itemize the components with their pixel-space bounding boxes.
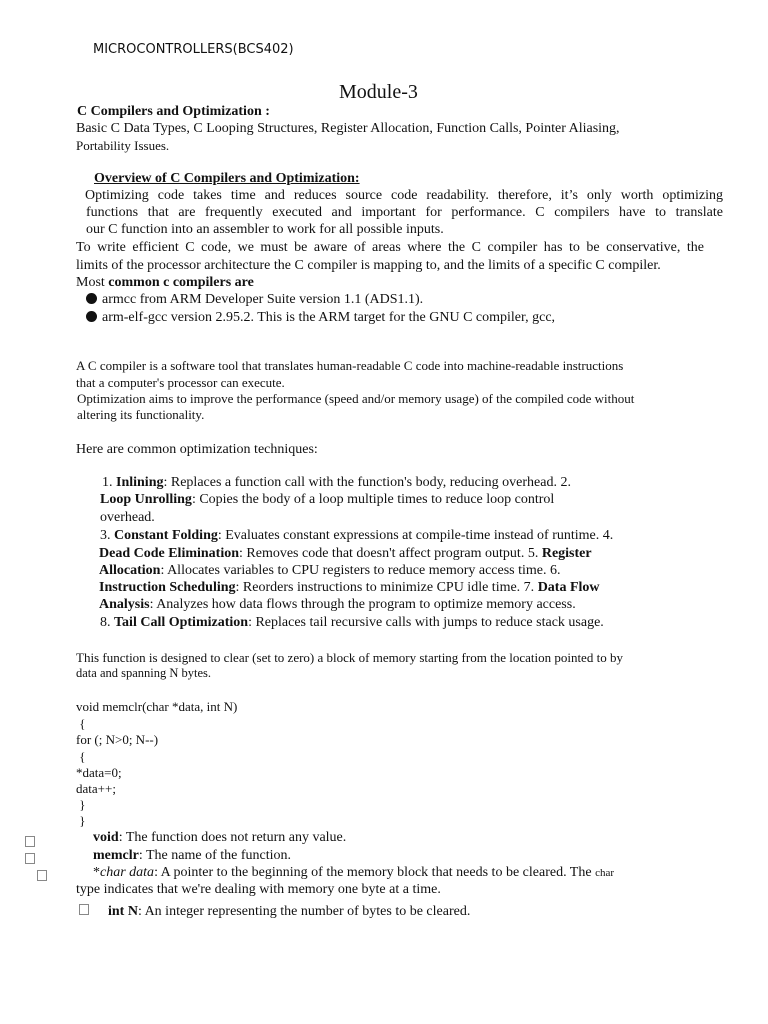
technique-line: 3. Constant Folding: Evaluates constant expressions at compile-time instead of runtime. 4. — [100, 528, 614, 543]
param-line: void: The function does not return any value. — [93, 830, 347, 845]
para2-line-1: To write efficient C code, we must be aware of areas where the C compiler has to be conservative, the — [76, 240, 704, 255]
overview-heading: Overview of C Compilers and Optimization: — [94, 171, 360, 186]
technique-line: 1. Inlining: Replaces a function call with the function's body, reducing overhead. 2. — [102, 475, 571, 490]
code-line: } — [76, 813, 86, 828]
bullet-icon — [86, 293, 97, 304]
section-heading: C Compilers and Optimization : — [77, 104, 270, 119]
code-line: { — [76, 749, 86, 764]
definition-line-1: A C compiler is a software tool that translates human-readable C code into machine-readable instructions — [76, 358, 624, 373]
bullet-item: armcc from ARM Developer Suite version 1.1 (ADS1.1). — [86, 292, 423, 308]
technique-line: overhead. — [100, 510, 155, 525]
topics-line-2: Portability Issues. — [76, 138, 170, 153]
param-line: memclr: The name of the function. — [93, 848, 291, 863]
code-line: { — [76, 716, 86, 731]
param-line: int N: An integer representing the number of bytes to be cleared. — [108, 904, 471, 919]
technique-line: Dead Code Elimination: Removes code that doesn't affect program output. 5. Register — [99, 546, 592, 561]
code-line: *data=0; — [76, 765, 122, 780]
definition-line-2: that a computer's processor can execute. — [76, 375, 285, 390]
technique-line: Loop Unrolling: Copies the body of a loop multiple times to reduce loop control — [100, 492, 555, 507]
code-line: for (; N>0; N--) — [76, 732, 159, 747]
code-line: void memclr(char *data, int N) — [76, 699, 238, 714]
param-line: *char data: A pointer to the beginning of the memory block that needs to be cleared. The char — [93, 865, 615, 880]
bullet-icon — [86, 311, 97, 322]
function-desc-line-1: This function is designed to clear (set to zero) a block of memory starting from the location pointed to by — [76, 650, 623, 665]
overview-line-1: Optimizing code takes time and reduces source code readability. therefore, it’s only worth optimizing — [85, 188, 723, 203]
checkbox-placeholder-icon — [79, 904, 89, 915]
definition-line-4: altering its functionality. — [77, 407, 205, 422]
technique-line: Analysis: Analyzes how data flows through the program to optimize memory access. — [99, 597, 576, 612]
para2-line-2: limits of the processor architecture the C compiler is mapping to, and the limits of a specific C compiler. — [76, 258, 661, 273]
technique-line: Allocation: Allocates variables to CPU registers to reduce memory access time. 6. — [99, 563, 561, 578]
code-line: } — [76, 797, 86, 812]
techniques-intro: Here are common optimization techniques: — [76, 442, 318, 457]
bullet-item: arm-elf-gcc version 2.95.2. This is the ARM target for the GNU C compiler, gcc, — [86, 310, 555, 326]
technique-line: Instruction Scheduling: Reorders instructions to minimize CPU idle time. 7. Data Flow — [99, 580, 600, 595]
code-line: data++; — [76, 781, 116, 796]
param-line: type indicates that we're dealing with memory one byte at a time. — [76, 882, 441, 897]
page-header: MICROCONTROLLERS(BCS402) — [93, 42, 294, 57]
technique-line: 8. Tail Call Optimization: Replaces tail recursive calls with jumps to reduce stack usage. — [100, 615, 604, 630]
checkbox-placeholder-icon — [37, 870, 47, 881]
overview-line-3: our C function into an assembler to work for all possible inputs. — [86, 222, 444, 237]
page-title: Module-3 — [339, 81, 418, 103]
most-line: Most common c compilers are — [76, 275, 254, 290]
checkbox-placeholder-icon — [25, 853, 35, 864]
overview-line-2: functions that are frequently executed and important for performance. C compilers have to translate — [86, 205, 723, 220]
topics-line-1: Basic C Data Types, C Looping Structures, Register Allocation, Function Calls, Pointer Aliasing, — [76, 121, 620, 136]
definition-line-3: Optimization aims to improve the performance (speed and/or memory usage) of the compiled code without — [77, 391, 635, 406]
checkbox-placeholder-icon — [25, 836, 35, 847]
function-desc-line-2: data and spanning N bytes. — [76, 666, 212, 680]
